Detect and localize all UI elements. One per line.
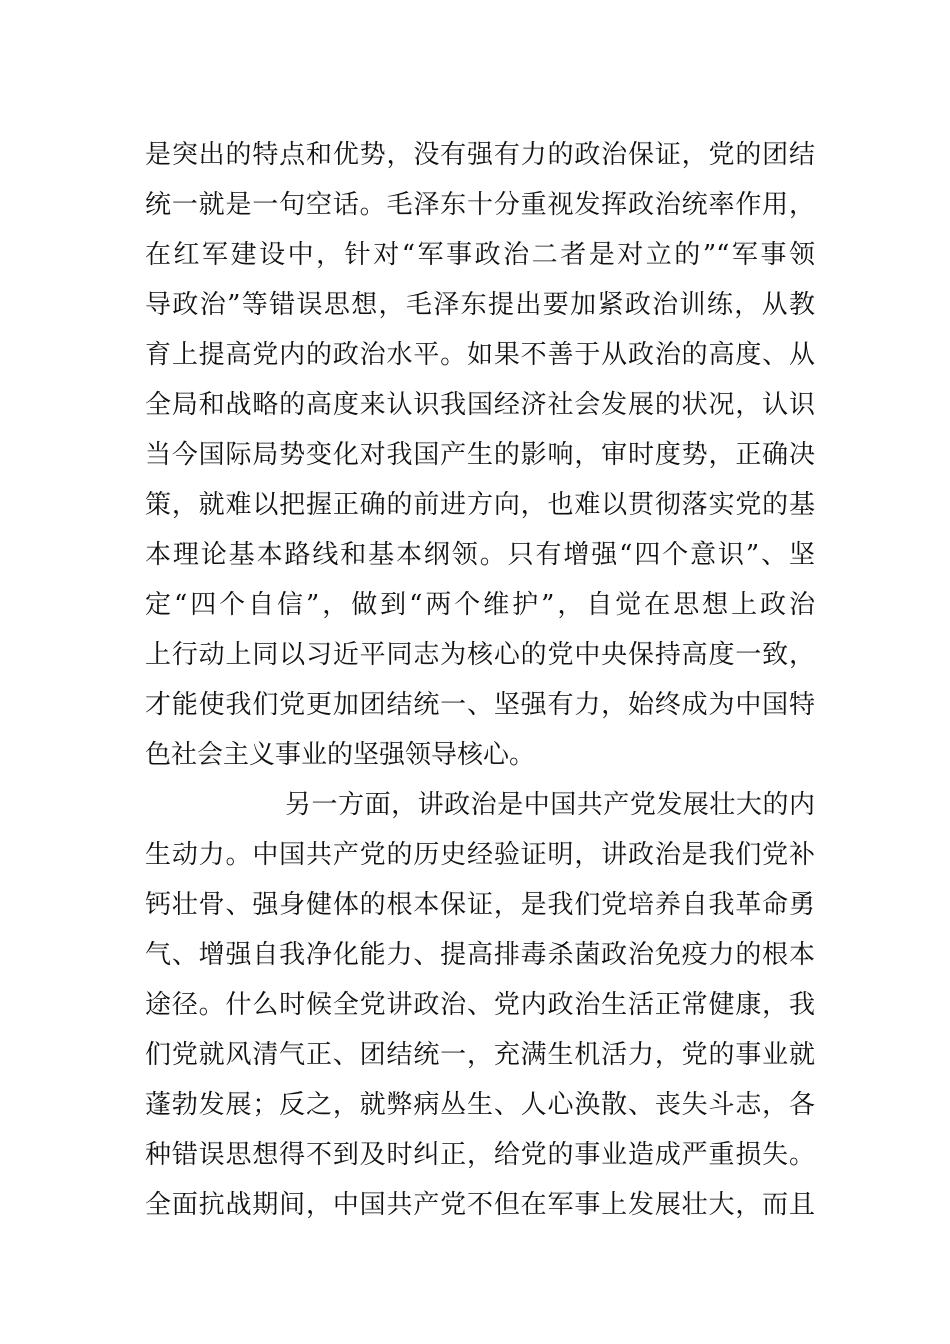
text-line: 钙壮骨、强身健体的根本保证，是我们党培养自我革命勇 [145,890,815,920]
text-line: 气、增强自我净化能力、提高排毒杀菌政治免疫力的根本 [145,940,815,970]
text-line: 色社会主义事业的坚强领导核心。 [145,740,536,770]
text-line: 定“四个自信”，做到“两个维护”，自觉在思想上政治 [145,590,815,620]
text-line: 才能使我们党更加团结统一、坚强有力，始终成为中国特 [145,690,815,720]
text-line: 种错误思想得不到及时纠正，给党的事业造成严重损失。 [145,1140,815,1170]
text-line: 育上提高党内的政治水平。如果不善于从政治的高度、从 [145,340,815,370]
text-line: 导政治”等错误思想，毛泽东提出要加紧政治训练，从教 [145,290,815,320]
text-line: 本理论基本路线和基本纲领。只有增强“四个意识”、坚 [145,540,815,570]
text-line: 另一方面，讲政治是中国共产党发展壮大的内 [285,790,815,820]
text-line: 上行动上同以习近平同志为核心的党中央保持高度一致， [145,640,815,670]
text-line: 途径。什么时候全党讲政治、党内政治生活正常健康，我 [145,990,815,1020]
text-line: 全面抗战期间，中国共产党不但在军事上发展壮大，而且 [145,1190,815,1220]
text-line: 们党就风清气正、团结统一，充满生机活力，党的事业就 [145,1040,815,1070]
text-line: 生动力。中国共产党的历史经验证明，讲政治是我们党补 [145,840,815,870]
text-line: 是突出的特点和优势，没有强有力的政治保证，党的团结 [145,140,815,170]
text-line: 策，就难以把握正确的前进方向，也难以贯彻落实党的基 [145,490,815,520]
text-line: 全局和战略的高度来认识我国经济社会发展的状况，认识 [145,390,815,420]
paragraph-2 [145,780,815,1230]
text-line: 当今国际局势变化对我国产生的影响，审时度势，正确决 [145,440,815,470]
paragraph-1 [145,130,815,780]
text-line: 在红军建设中，针对“军事政治二者是对立的”“军事领 [145,240,815,270]
text-line: 蓬勃发展；反之，就弊病丛生、人心涣散、丧失斗志，各 [145,1090,815,1120]
text-line: 统一就是一句空话。毛泽东十分重视发挥政治统率作用， [145,190,815,220]
